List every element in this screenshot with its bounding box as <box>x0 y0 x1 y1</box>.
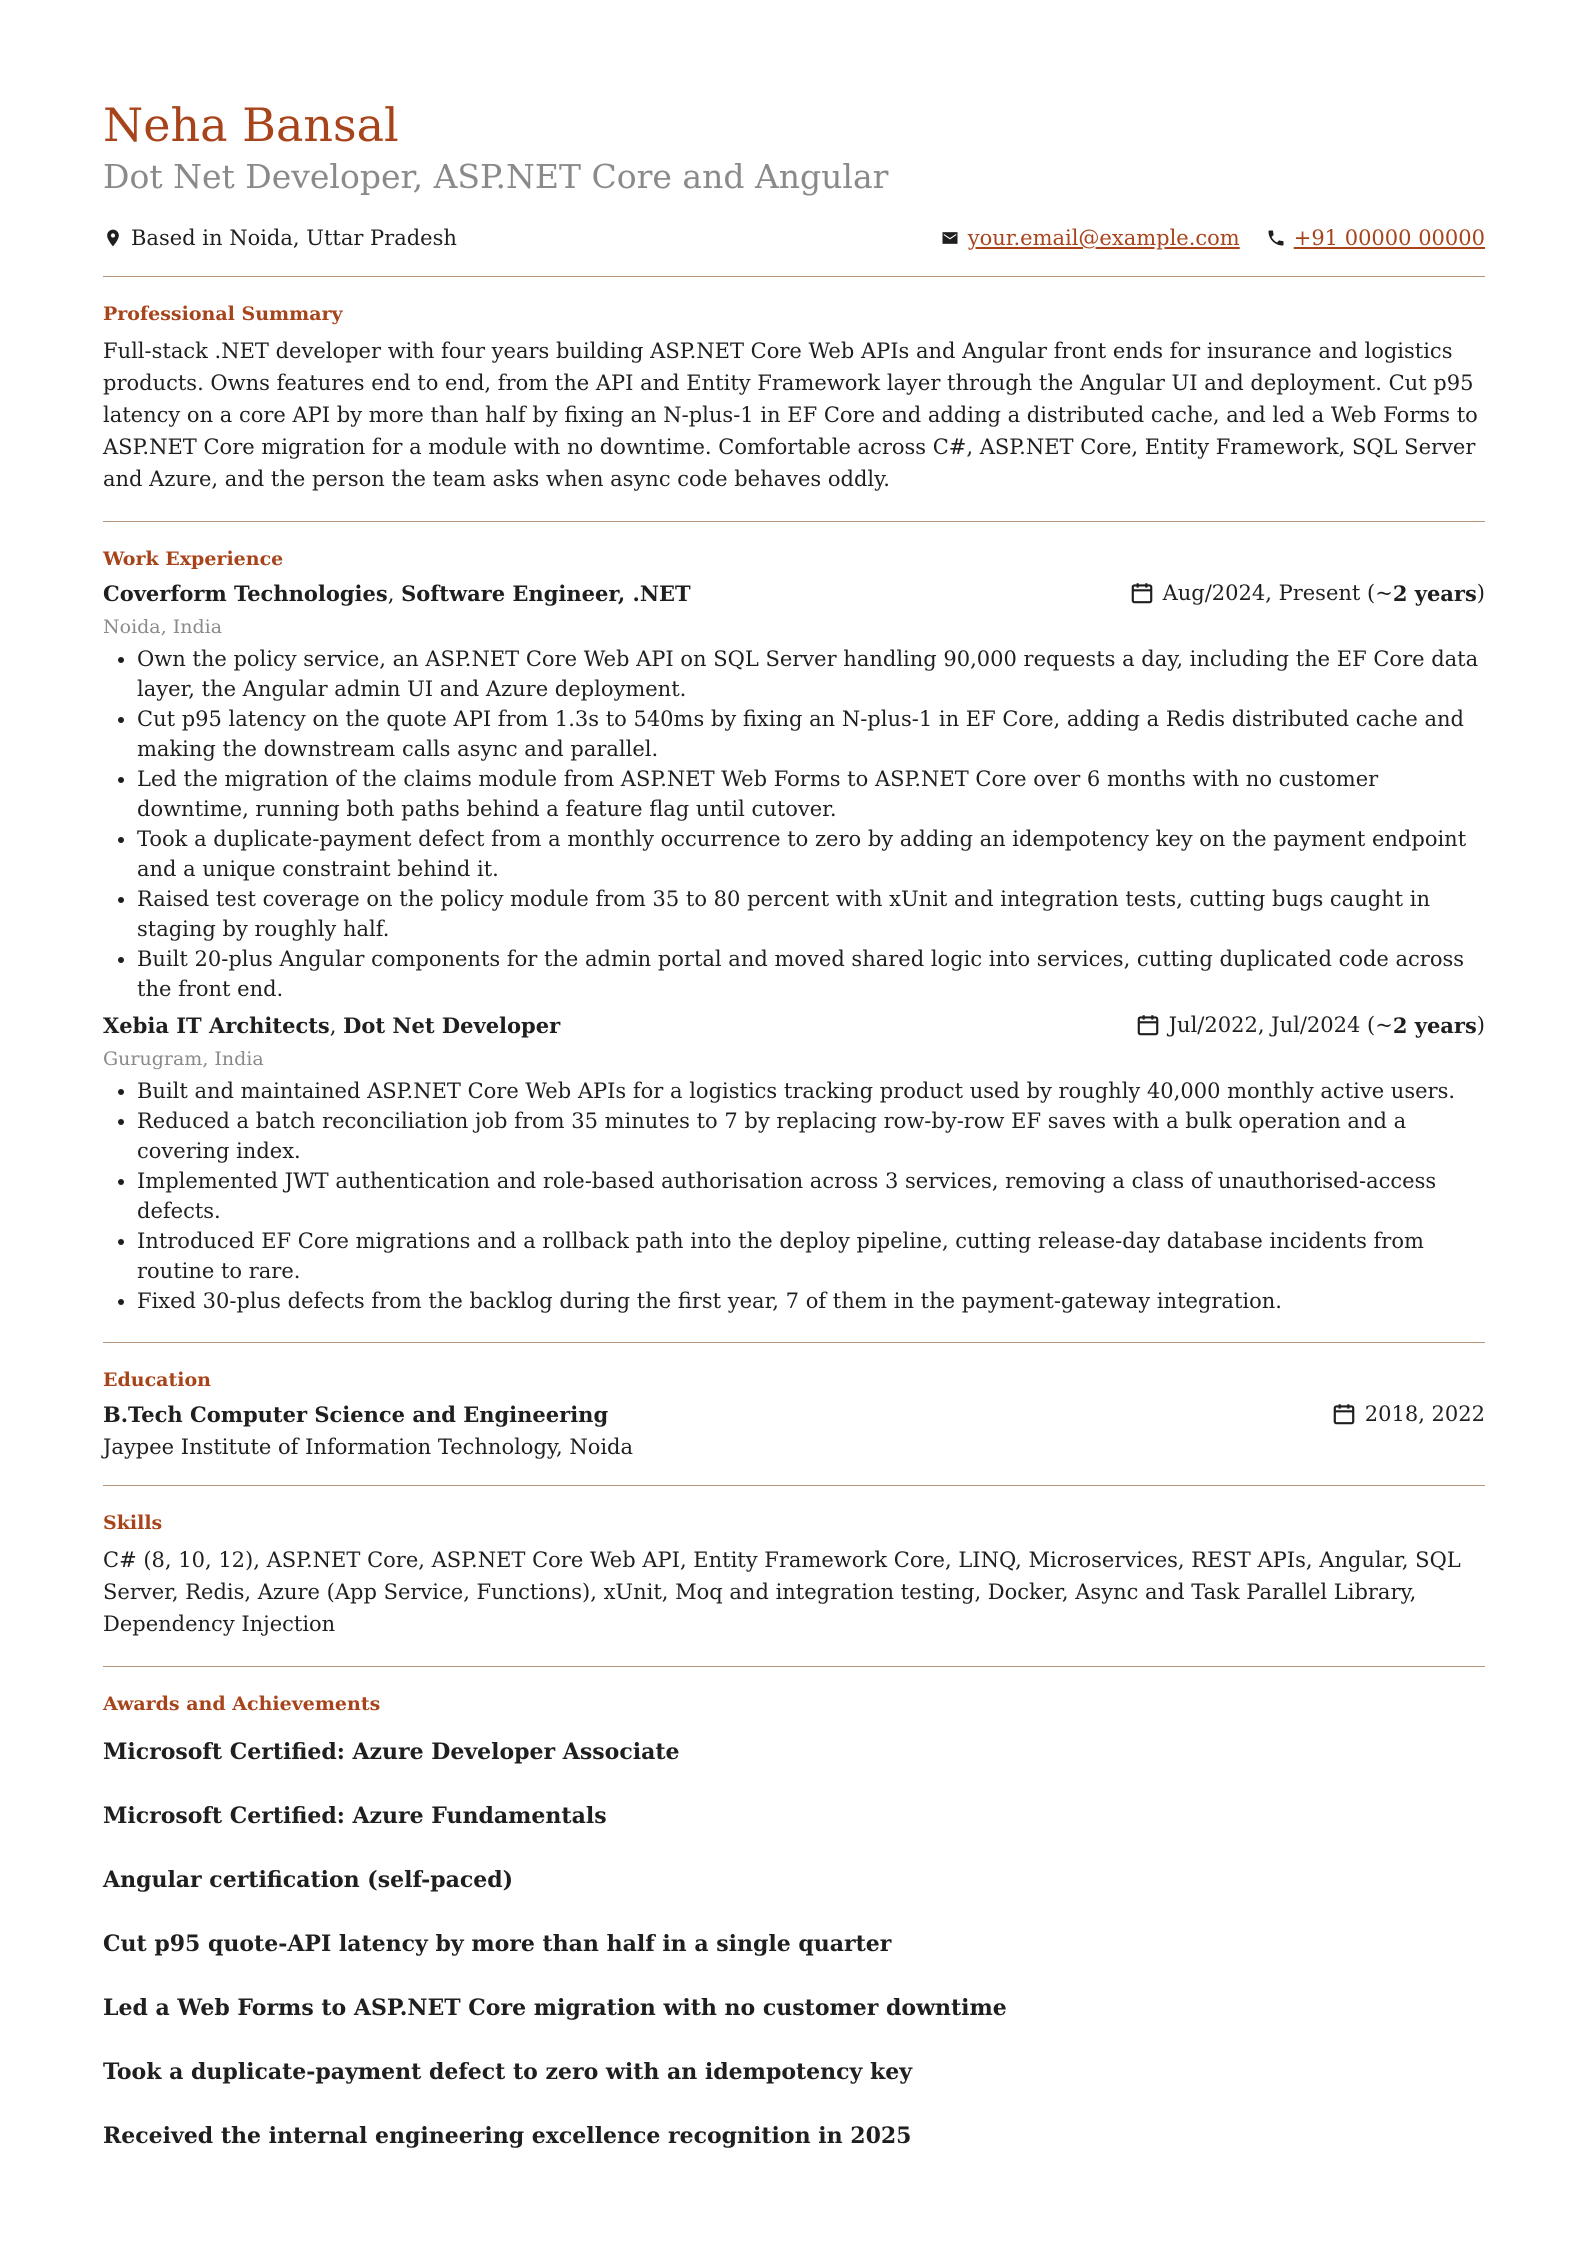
job-date-close: ) <box>1476 581 1485 606</box>
list-item: • Built and maintained ASP.NET Core Web APIs for a logistics tracking product used by roughly 40,000 monthly active users. <box>137 1076 1485 1106</box>
award-item: Microsoft Certified: Azure Developer Associate <box>103 1739 680 1766</box>
section-title: Skills <box>103 1512 163 1535</box>
envelope-icon <box>940 228 960 248</box>
list-item: • Introduced EF Core migrations and a rollback path into the deploy pipeline, cutting release-day database incidents from routine to rare. <box>137 1226 1485 1286</box>
divider <box>103 276 1485 277</box>
award-item: Received the internal engineering excellence recognition in 2025 <box>103 2123 912 2150</box>
list-item: • Implemented JWT authentication and role-based authorisation across 3 services, removing a class of unauthorised-access defects. <box>137 1166 1485 1226</box>
education-section <box>103 1369 1485 1459</box>
section-title: Awards and Achievements <box>103 1693 381 1716</box>
award-item: Led a Web Forms to ASP.NET Core migration with no customer downtime <box>103 1995 1007 2022</box>
divider <box>103 1342 1485 1343</box>
list-item: • Led the migration of the claims module from ASP.NET Web Forms to ASP.NET Core over 6 months with no customer downtime, running both paths behind a feature flag until cutover. <box>137 764 1485 824</box>
company-name: Xebia IT Architects <box>103 1012 330 1038</box>
award-item: Angular certification (self-paced) <box>103 1867 514 1894</box>
divider <box>103 1666 1485 1667</box>
location-text: Based in Noida, Uttar Pradesh <box>131 226 457 251</box>
job-header <box>103 580 1485 606</box>
candidate-headline: Dot Net Developer, ASP.NET Core and Angular <box>103 156 889 196</box>
job-bullets <box>103 1076 1485 1316</box>
skills-text: C# (8, 10, 12), ASP.NET Core, ASP.NET Core Web API, Entity Framework Core, LINQ, Microservices, REST APIs, Angular, SQL Server, Redis, Azure (App Service, Functions), xUnit, Moq and integration testing, Docker, Async and Task Parallel Library, Dependency Injection <box>103 1548 1461 1637</box>
job-location: Gurugram, India <box>103 1048 264 1071</box>
job-title: Xebia IT Architects, Dot Net Developer <box>103 1012 561 1038</box>
section-title: Work Experience <box>103 548 284 571</box>
job-bullets <box>103 644 1485 1004</box>
location-pin-icon <box>103 228 123 248</box>
experience-section <box>103 548 1485 1316</box>
divider <box>103 1485 1485 1486</box>
divider <box>103 521 1485 522</box>
job-role: Software Engineer, .NET <box>401 580 691 606</box>
job-duration: 2 years <box>1392 1012 1477 1038</box>
job-dates <box>1135 1012 1485 1038</box>
location <box>103 226 457 250</box>
job-title: Coverform Technologies, Software Engineer, .NET <box>103 580 691 606</box>
awards-section <box>103 1693 1485 2151</box>
award-item: Microsoft Certified: Azure Fundamentals <box>103 1803 607 1830</box>
section-title: Professional Summary <box>103 303 343 326</box>
job-date-range: Aug/2024, Present (~ <box>1162 581 1393 606</box>
calendar-icon <box>1331 1401 1357 1427</box>
company-name: Coverform Technologies <box>103 580 388 606</box>
award-item: Cut p95 quote-API latency by more than half in a single quarter <box>103 1931 892 1958</box>
list-item: • Built 20-plus Angular components for the admin portal and moved shared logic into services, cutting duplicated code across the front end. <box>137 944 1485 1004</box>
contact-links <box>914 226 1485 250</box>
job-duration: 2 years <box>1392 580 1477 606</box>
calendar-icon <box>1135 1012 1161 1038</box>
contact-row <box>103 226 1485 250</box>
job-entry <box>103 1012 1485 1316</box>
education-dates <box>1331 1401 1485 1427</box>
skills-section <box>103 1512 1485 1640</box>
job-location: Noida, India <box>103 616 223 639</box>
job-header <box>103 1012 1485 1038</box>
phone-link[interactable]: +91 00000 00000 <box>1293 226 1485 251</box>
education-header <box>103 1401 1485 1427</box>
education-date-range: 2018, 2022 <box>1364 1402 1485 1427</box>
section-title: Education <box>103 1369 211 1392</box>
job-role: Dot Net Developer <box>343 1012 561 1038</box>
awards-list <box>103 1737 1485 2151</box>
list-item: • Own the policy service, an ASP.NET Core Web API on SQL Server handling 90,000 requests a day, including the EF Core data layer, the Angular admin UI and Azure deployment. <box>137 644 1485 704</box>
summary-text: Full-stack .NET developer with four years building ASP.NET Core Web APIs and Angular front ends for insurance and logistics products. Owns features end to end, from the API and Entity Framework layer through the Angular UI and deployment. Cut p95 latency on a core API by more than half by fixing an N-plus-1 in EF Core and adding a distributed cache, and led a Web Forms to ASP.NET Core migration for a module with no downtime. Comfortable across C#, ASP.NET Core, Entity Framework, SQL Server and Azure, and the person the team asks when async code behaves oddly. <box>103 339 1478 492</box>
degree-name: B.Tech Computer Science and Engineering <box>103 1401 609 1427</box>
list-item: • Raised test coverage on the policy module from 35 to 80 percent with xUnit and integration tests, cutting bugs caught in staging by roughly half. <box>137 884 1485 944</box>
candidate-name: Neha Bansal <box>103 98 399 152</box>
award-item: Took a duplicate-payment defect to zero with an idempotency key <box>103 2059 913 2086</box>
institution-name: Jaypee Institute of Information Technology, Noida <box>103 1435 634 1460</box>
phone-icon <box>1266 228 1286 248</box>
list-item: • Fixed 30-plus defects from the backlog during the first year, 7 of them in the payment-gateway integration. <box>137 1286 1485 1316</box>
phone-contact <box>1266 226 1485 250</box>
job-date-close: ) <box>1476 1013 1485 1038</box>
job-entry <box>103 580 1485 1004</box>
job-dates <box>1129 580 1485 606</box>
list-item: • Cut p95 latency on the quote API from 1.3s to 540ms by fixing an N-plus-1 in EF Core, adding a Redis distributed cache and making the downstream calls async and parallel. <box>137 704 1485 764</box>
list-item: • Reduced a batch reconciliation job from 35 minutes to 7 by replacing row-by-row EF saves with a bulk operation and a covering index. <box>137 1106 1485 1166</box>
calendar-icon <box>1129 580 1155 606</box>
job-date-range: Jul/2022, Jul/2024 (~ <box>1168 1013 1393 1038</box>
email-link[interactable]: your.email@example.com <box>967 226 1240 251</box>
list-item: • Took a duplicate-payment defect from a monthly occurrence to zero by adding an idempotency key on the payment endpoint and a unique constraint behind it. <box>137 824 1485 884</box>
summary-section <box>103 303 1485 495</box>
email-contact <box>940 226 1240 250</box>
